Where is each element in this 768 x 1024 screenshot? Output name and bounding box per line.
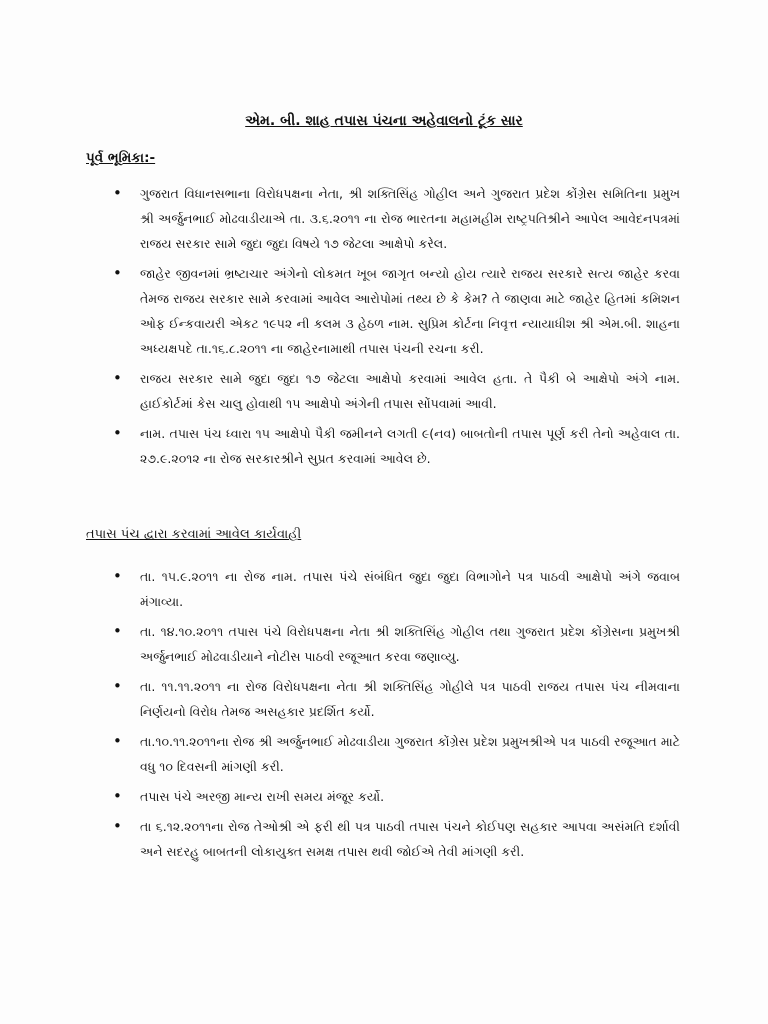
list-item: • તા. ૧૧.૧૧.૨૦૧૧ ના રોજ વિરોધપક્ષના નેતા શ્રી શક્તિસિંહ ગોહીલે પત્ર પાઠવી રાજય તપાસ પંચ નીમવાના નિર્ણયનો વિરોધ તેમજ અસહકાર પ્રદર્શિત કર્યો. (0, 674, 680, 724)
page-title: એમ. બી. શાહ તપાસ પંચના અહેવાલનો ટૂંક સાર (245, 113, 523, 129)
proceedings-list (0, 564, 680, 869)
list-item: • તા ૬.૧૨.૨૦૧૧ના રોજ તેઓશ્રી એ ફરી થી પત્ર પાઠવી તપાસ પંચને કોઈપણ સહકાર આપવા અસંમતિ દર્શાવી અને સદરહુ બાબતની લોકાયુક્ત સમક્ષ તપાસ થવી જોઈએ તેવી માંગણી કરી. (0, 814, 680, 864)
section-heading-background: પૂર્વ ભૂમિકા:- (86, 150, 156, 166)
list-item: • તા. ૧૪.૧૦.૨૦૧૧ તપાસ પંચે વિરોધપક્ષના નેતા શ્રી શક્તિસિંહ ગોહીલ તથા ગુજરાત પ્રદેશ કોંગ્રેસના પ્રમુખશ્રી અર્જુનભાઈ મોઢવાડીયાને નોટીસ પાઠવી રજૂઆત કરવા જણાવ્યુ. (0, 619, 680, 669)
list-item: • તપાસ પંચે અરજી માન્ય રાખી સમય મંજૂર કર્યો. (0, 784, 680, 809)
background-list (0, 181, 680, 476)
section-heading-proceedings: તપાસ પંચ દ્વારા કરવામાં આવેલ કાર્યવાહી (86, 527, 302, 542)
list-item: • નામ. તપાસ પંચ ધ્વારા ૧૫ આક્ષેપો પૈકી જમીનને લગતી ૯(નવ) બાબતોની તપાસ પૂર્ણ કરી તેનો અહેવાલ તા. ૨૭.૯.૨૦૧૨ ના રોજ સરકારશ્રીને સુપ્રત કરવામાં આવેલ છે. (0, 421, 680, 471)
list-item: • તા. ૧૫.૯.૨૦૧૧ ના રોજ નામ. તપાસ પંચે સંબંધિત જુદા જુદા વિભાગોને પત્ર પાઠવી આક્ષેપો અંગે જવાબ મંગાવ્યા. (0, 564, 680, 614)
list-item: • રાજય સરકાર સામે જુદા જુદા ૧૭ જેટલા આક્ષેપો કરવામાં આવેલ હતા. તે પૈકી બે આક્ષેપો અંગે નામ. હાઈકોર્ટમાં કેસ ચાલુ હોવાથી ૧૫ આક્ષેપો અંગેની તપાસ સોંપવામાં આવી. (0, 366, 680, 416)
list-item: • તા.૧૦.૧૧.૨૦૧૧ના રોજ શ્રી અર્જુનભાઈ મોઢવાડીયા ગુજરાત કોંગ્રેસ પ્રદેશ પ્રમુખશ્રીએ પત્ર પાઠવી રજૂઆત માટે વધુ ૧૦ દિવસની માંગણી કરી. (0, 729, 680, 779)
list-item: • ગુજરાત વિધાનસભાના વિરોધપક્ષના નેતા, શ્રી શક્તિસિંહ ગોહીલ અને ગુજરાત પ્રદેશ કોંગ્રેસ સમિતિના પ્રમુખ શ્રી અર્જુનભાઈ મોઢવાડીયાએ તા. ૩.૬.૨૦૧૧ ના રોજ ભારતના મહામહીમ રાષ્ટ્રપતિશ્રીને આપેલ આવેદનપત્રમાં રાજય સરકાર સામે જુદા જુદા વિષયે ૧૭ જેટલા આક્ષેપો કરેલ. (0, 181, 680, 256)
list-item: • જાહેર જીવનમાં ભ્રષ્ટાચાર અંગેનો લોકમત ખૂબ જાગૃત બન્યો હોય ત્યારે રાજય સરકારે સત્ય જાહેર કરવા તેમજ રાજય સરકાર સામે કરવામાં આવેલ આરોપોમાં તથ્ય છે કે કેમ? તે જાણવા માટે જાહેર હિતમાં કમિશન ઓફ ઈન્કવાયરી એકટ ૧૯૫૨ ની કલમ ૩ હેઠળ નામ. સુપ્રિમ કોર્ટના નિવૃત્ત ન્યાયાધીશ શ્રી એમ.બી. શાહના અધ્યક્ષપદે તા.૧૬.૮.૨૦૧૧ ના જાહેરનામાથી તપાસ પંચની રચના કરી. (0, 261, 680, 361)
